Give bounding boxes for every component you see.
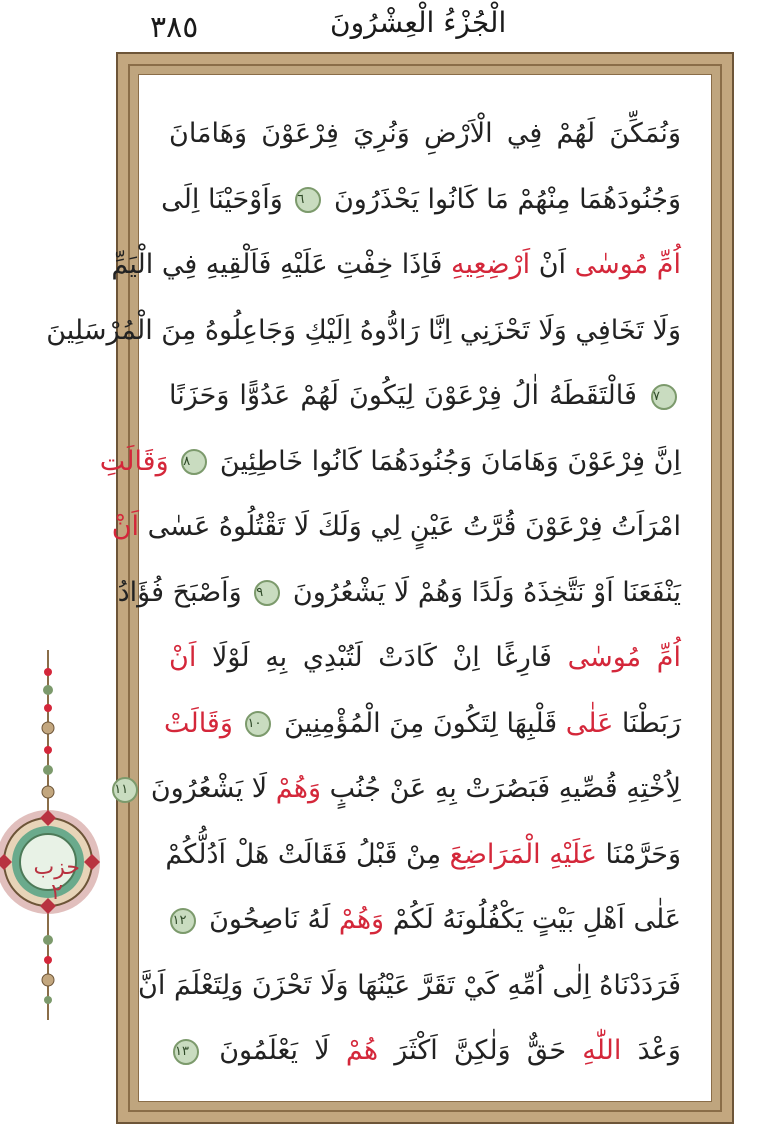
- verse-line: [169, 365, 681, 431]
- juz-title: الْجُزْءُ الْعِشْرُونَ: [330, 6, 507, 39]
- verse-line: [46, 300, 681, 366]
- verse-line: [117, 562, 681, 628]
- verse-text: اَنْ: [538, 249, 567, 280]
- verse-text: لَا يَعْلَمُونَ: [219, 1035, 330, 1066]
- verse-number-marker: ١٢: [170, 908, 196, 934]
- verse-line: [161, 169, 681, 235]
- verse-line: [169, 1020, 681, 1086]
- highlighted-text: عَلٰى: [565, 707, 614, 739]
- verse-line: [111, 234, 681, 300]
- highlighted-text: عَلَيْهِ الْمَرَاضِعَ: [449, 838, 597, 870]
- page-header: [0, 0, 760, 52]
- verse-number-marker: ٦: [295, 187, 321, 213]
- verse-text: وَحَرَّمْنَا: [605, 838, 681, 870]
- page-number: ٣٨٥: [150, 10, 199, 45]
- highlighted-text: وَقَالَتْ: [163, 707, 233, 739]
- verse-number-marker: ١٣: [173, 1039, 199, 1065]
- verse-number-marker: ١١: [112, 777, 138, 803]
- highlighted-text: اُمِّ مُوسٰى: [567, 642, 681, 673]
- verse-line: [114, 758, 681, 824]
- highlighted-text: وَهُمْ: [275, 773, 322, 804]
- verse-line: [165, 824, 681, 890]
- verse-line: [99, 431, 681, 497]
- verse-number-marker: ٩: [254, 580, 280, 606]
- verse-number-marker: ١٠: [245, 711, 271, 737]
- hizb-ornament: [0, 650, 110, 1020]
- verse-text: وَلَا تَخَافِي وَلَا تَحْزَنِي اِنَّا رَادُّوهُ اِلَيْكِ وَجَاعِلُوهُ مِنَ الْمُرْسَلِينَ: [46, 314, 681, 346]
- verse-line: [163, 693, 681, 759]
- verse-text: عَلٰى اَهْلِ بَيْتٍ يَكْفُلُونَهُ لَكُمْ: [392, 904, 681, 935]
- highlighted-text: هُمْ: [345, 1035, 379, 1066]
- highlighted-text: اُمِّ مُوسٰى: [574, 249, 681, 280]
- verse-number-marker: ٨: [181, 449, 207, 475]
- verse-text: لَا يَشْعُرُونَ: [150, 773, 268, 804]
- verse-line: [169, 103, 681, 169]
- verse-line: [111, 496, 681, 562]
- verse-line: [169, 627, 681, 693]
- verse-text: امْرَاَتُ فِرْعَوْنَ قُرَّتُ عَيْنٍ لِي وَلَكَ لَا تَقْتُلُوهُ عَسٰى: [147, 511, 681, 542]
- verse-text: وَاَوْحَيْنَا اِلَى: [161, 183, 283, 215]
- verse-number-marker: ٧: [651, 384, 677, 410]
- verse-text: فَارِغًا اِنْ كَادَتْ لَتُبْدِي بِهِ لَوْلَا: [211, 642, 552, 673]
- highlighted-text: اَنْ: [169, 642, 197, 673]
- verse-text: وَنُمَكِّنَ لَهُمْ فِي الْاَرْضِ وَنُرِيَ فِرْعَوْنَ وَهَامَانَ: [169, 118, 681, 149]
- verse-text: قَلْبِهَا لِتَكُونَ مِنَ الْمُؤْمِنِينَ: [284, 707, 558, 739]
- highlighted-text: وَهُمْ: [338, 904, 385, 935]
- verse-text: فَالْتَقَطَهُ اٰلُ فِرْعَوْنَ لِيَكُونَ لَهُمْ عَدُوًّا وَحَزَنًا: [169, 380, 637, 411]
- verse-text: فَرَدَدْنَاهُ اِلٰى اُمِّهِ كَيْ تَقَرَّ عَيْنُهَا وَلَا تَحْزَنَ وَلِتَعْلَمَ اَنَّ: [138, 969, 681, 1001]
- verse-text: وَاَصْبَحَ فُؤَادُ: [117, 576, 242, 608]
- hizb-label: حزب ٢: [33, 855, 80, 905]
- verse-text: يَنْفَعَنَا اَوْ نَتَّخِذَهُ وَلَدًا وَهُمْ لَا يَشْعُرُونَ: [292, 576, 681, 608]
- verse-text: فَاِذَا خِفْتِ عَلَيْهِ فَاَلْقِيهِ فِي الْيَمِّ: [111, 249, 443, 280]
- verse-text: حَقٌّ وَلٰكِنَّ اَكْثَرَ: [394, 1035, 567, 1066]
- highlighted-text: اَنْ: [111, 511, 140, 542]
- highlighted-text: اللّٰهِ: [582, 1035, 622, 1066]
- highlighted-text: وَقَالَتِ: [99, 445, 169, 477]
- highlighted-text: اَرْضِعِيهِ: [451, 249, 531, 280]
- verse-text: لِاُخْتِهِ قُصِّيهِ فَبَصُرَتْ بِهِ عَنْ جُنُبٍ: [329, 773, 681, 804]
- verse-text: اِنَّ فِرْعَوْنَ وَهَامَانَ وَجُنُودَهُمَا كَانُوا خَاطِئِينَ: [219, 445, 681, 477]
- hizb-ornament-icon: [0, 650, 110, 1020]
- verse-text: مِنْ قَبْلُ فَقَالَتْ هَلْ اَدُلُّكُمْ: [165, 838, 442, 870]
- verse-text: رَبَطْنَا: [621, 707, 681, 739]
- verse-text: وَعْدَ: [637, 1035, 681, 1066]
- verse-line: [138, 955, 681, 1021]
- verse-text: لَهُ نَاصِحُونَ: [209, 904, 331, 935]
- verse-text: وَجُنُودَهُمَا مِنْهُمْ مَا كَانُوا يَحْذَرُونَ: [333, 183, 681, 215]
- verse-line: [169, 889, 681, 955]
